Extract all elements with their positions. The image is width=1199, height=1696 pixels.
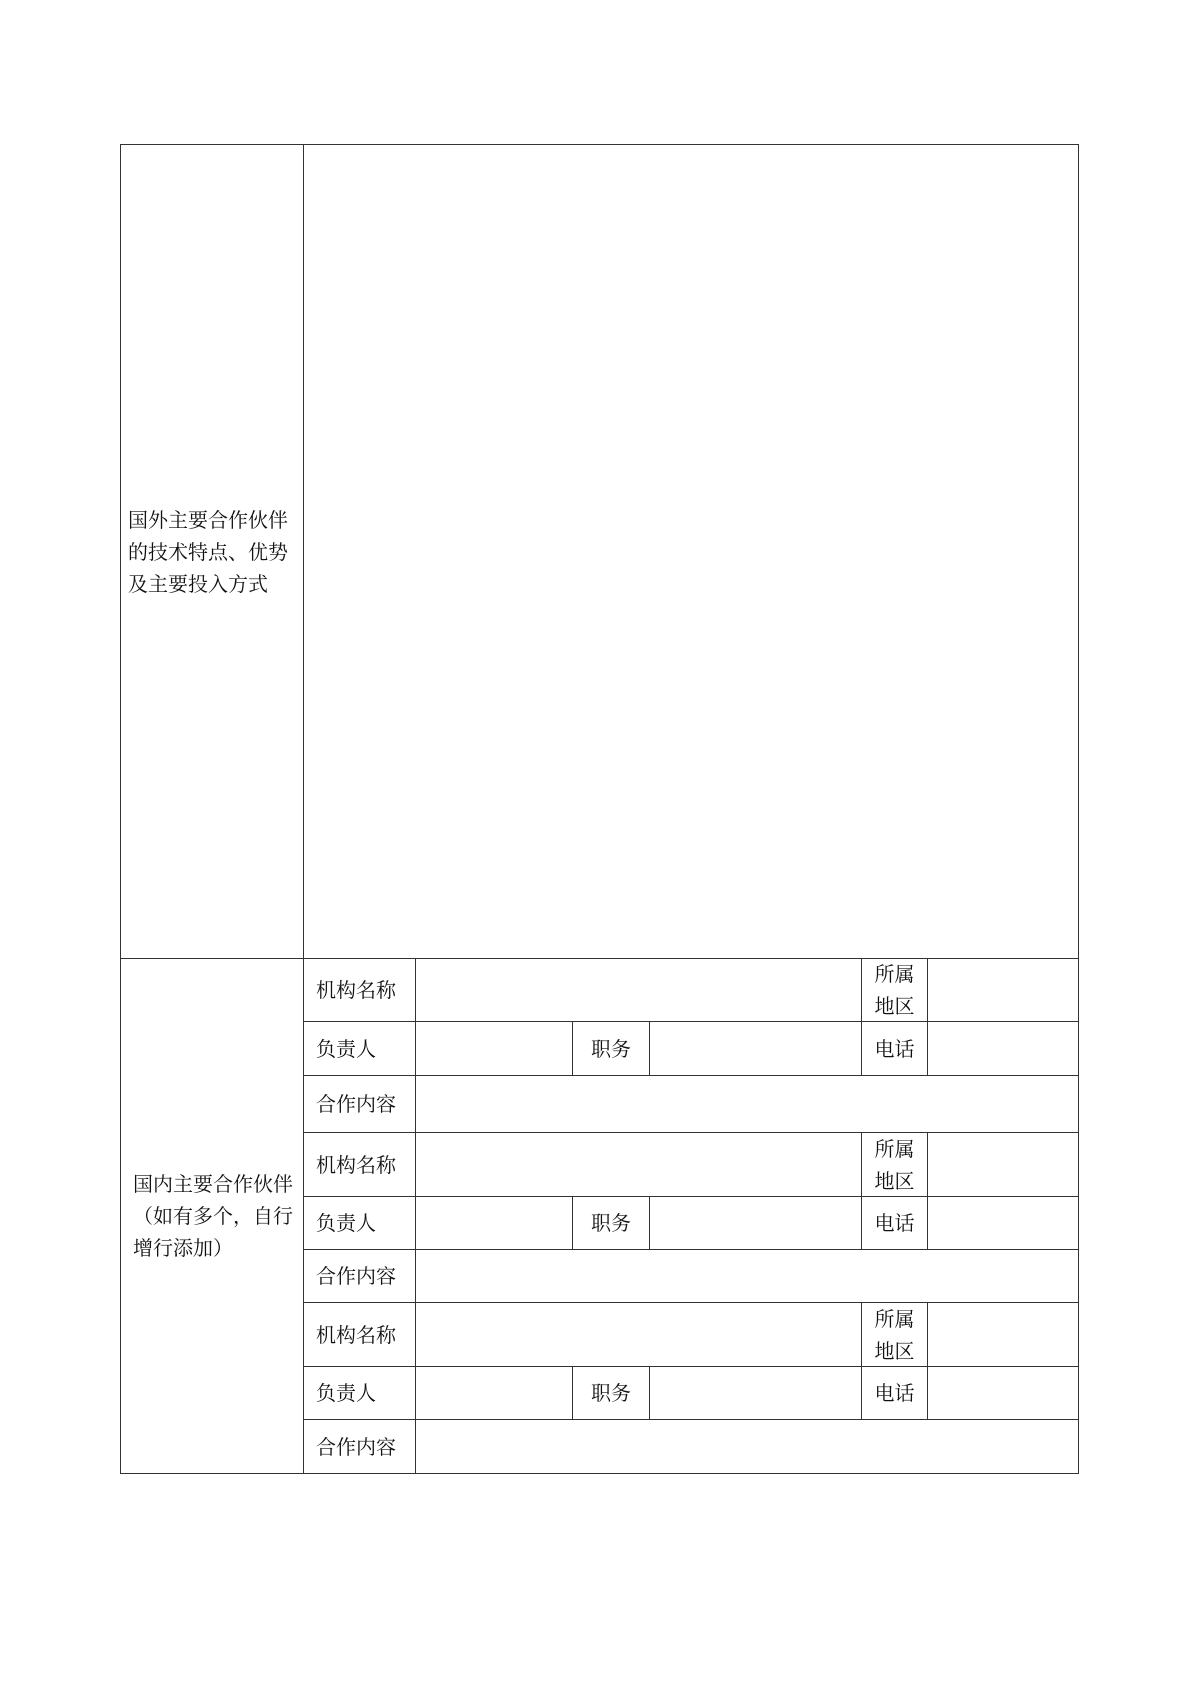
content-input[interactable] [415,1249,1079,1303]
foreign-partner-label [120,144,304,959]
region-input[interactable] [927,1132,1079,1197]
org-name-input[interactable] [415,958,862,1022]
position-label-text: 职务 [591,1381,631,1405]
content-label [303,1075,416,1133]
content-label [303,1419,416,1474]
content-label-text: 合作内容 [316,1264,396,1288]
label-line: 地区 [874,1338,915,1363]
phone-label-text: 电话 [874,1211,915,1235]
leader-label-text: 负责人 [316,1381,376,1405]
position-input[interactable] [649,1196,862,1250]
region-label [861,1302,928,1367]
phone-label-text: 电话 [874,1381,915,1405]
label-line: 增行添加） [133,1236,233,1260]
leader-input[interactable] [415,1366,573,1420]
org-name-label [303,1132,416,1197]
phone-label [861,1366,928,1420]
phone-label [861,1021,928,1076]
domestic-partner-label [120,958,304,1474]
phone-label-text: 电话 [874,1036,915,1061]
label-line: 所属 [874,1136,915,1161]
leader-label-text: 负责人 [316,1036,376,1061]
phone-input[interactable] [927,1021,1079,1076]
org-name-label-text: 机构名称 [316,1322,396,1347]
leader-label [303,1021,416,1076]
label-line: 及主要投入方式 [128,571,268,596]
content-label-text: 合作内容 [316,1092,396,1116]
leader-label [303,1366,416,1420]
content-label [303,1249,416,1303]
label-line: 地区 [874,1168,915,1193]
position-input[interactable] [649,1366,862,1420]
org-name-label [303,958,416,1022]
label-line: （如有多个，自行 [133,1204,293,1228]
org-name-label [303,1302,416,1367]
content-input[interactable] [415,1419,1079,1474]
foreign-partner-input[interactable] [303,144,1079,959]
org-name-input[interactable] [415,1302,862,1367]
phone-input[interactable] [927,1196,1079,1250]
org-name-input[interactable] [415,1132,862,1197]
content-label-text: 合作内容 [316,1434,396,1459]
position-label [572,1021,650,1076]
leader-input[interactable] [415,1196,573,1250]
phone-input[interactable] [927,1366,1079,1420]
leader-input[interactable] [415,1021,573,1076]
content-input[interactable] [415,1075,1079,1133]
region-label [861,958,928,1022]
position-input[interactable] [649,1021,862,1076]
position-label-text: 职务 [591,1211,631,1235]
org-name-label-text: 机构名称 [316,1152,396,1177]
position-label-text: 职务 [591,1036,631,1061]
label-line: 的技术特点、优势 [128,539,288,564]
phone-label [861,1196,928,1250]
label-line: 所属 [874,962,915,986]
region-input[interactable] [927,958,1079,1022]
label-line: 国内主要合作伙伴 [133,1172,293,1196]
region-input[interactable] [927,1302,1079,1367]
org-name-label-text: 机构名称 [316,978,396,1002]
label-line: 地区 [874,994,915,1018]
leader-label-text: 负责人 [316,1211,376,1235]
label-line: 所属 [874,1306,915,1331]
position-label [572,1366,650,1420]
region-label [861,1132,928,1197]
leader-label [303,1196,416,1250]
position-label [572,1196,650,1250]
label-line: 国外主要合作伙伴 [128,507,288,532]
